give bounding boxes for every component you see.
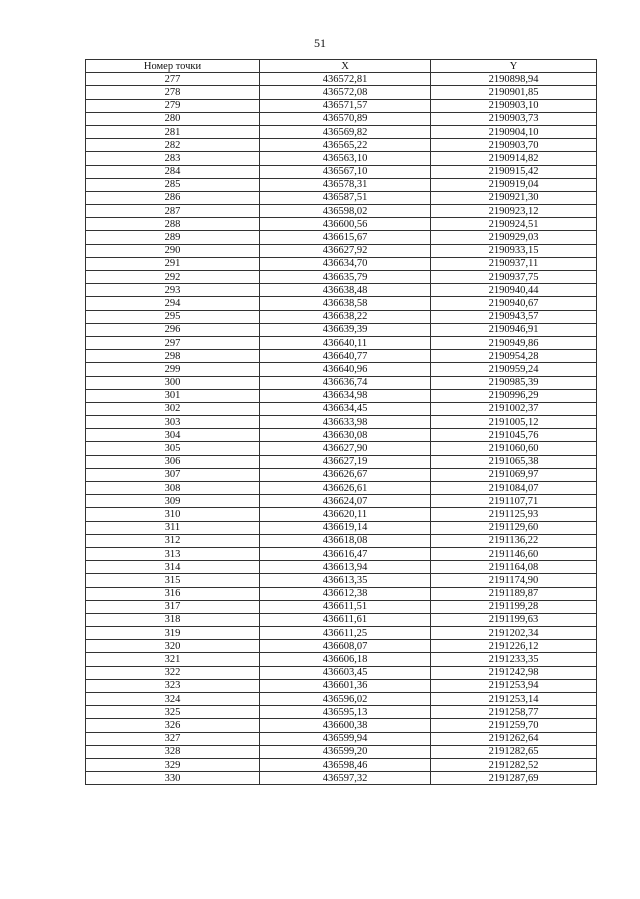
- cell-point-number: 313: [86, 547, 260, 560]
- cell-x: 436620,11: [260, 508, 431, 521]
- cell-y: 2190943,57: [431, 310, 597, 323]
- cell-x: 436618,08: [260, 534, 431, 547]
- table-row: [86, 350, 597, 363]
- cell-y: 2190937,11: [431, 257, 597, 270]
- table-row: [86, 455, 597, 468]
- cell-x: 436569,82: [260, 125, 431, 138]
- cell-point-number: 285: [86, 178, 260, 191]
- cell-y: 2190940,67: [431, 297, 597, 310]
- cell-x: 436572,81: [260, 73, 431, 86]
- cell-y: 2190985,39: [431, 376, 597, 389]
- cell-point-number: 291: [86, 257, 260, 270]
- cell-point-number: 300: [86, 376, 260, 389]
- cell-x: 436640,96: [260, 363, 431, 376]
- cell-x: 436634,45: [260, 402, 431, 415]
- cell-x: 436611,51: [260, 600, 431, 613]
- cell-point-number: 315: [86, 574, 260, 587]
- cell-point-number: 323: [86, 679, 260, 692]
- cell-x: 436638,22: [260, 310, 431, 323]
- cell-x: 436597,32: [260, 772, 431, 785]
- cell-x: 436640,11: [260, 336, 431, 349]
- table-row: [86, 429, 597, 442]
- cell-x: 436601,36: [260, 679, 431, 692]
- cell-x: 436630,08: [260, 429, 431, 442]
- cell-y: 2190933,15: [431, 244, 597, 257]
- table-row: [86, 495, 597, 508]
- cell-y: 2190924,51: [431, 218, 597, 231]
- table-row: [86, 73, 597, 86]
- cell-point-number: 317: [86, 600, 260, 613]
- cell-x: 436633,98: [260, 416, 431, 429]
- table-row: [86, 587, 597, 600]
- cell-point-number: 304: [86, 429, 260, 442]
- cell-y: 2191242,98: [431, 666, 597, 679]
- cell-point-number: 324: [86, 693, 260, 706]
- cell-y: 2190915,42: [431, 165, 597, 178]
- cell-y: 2191002,37: [431, 402, 597, 415]
- cell-point-number: 299: [86, 363, 260, 376]
- cell-x: 436578,31: [260, 178, 431, 191]
- table-row: [86, 613, 597, 626]
- cell-y: 2191045,76: [431, 429, 597, 442]
- cell-y: 2191125,93: [431, 508, 597, 521]
- cell-x: 436635,79: [260, 271, 431, 284]
- table-row: [86, 442, 597, 455]
- cell-y: 2190898,94: [431, 73, 597, 86]
- cell-x: 436626,67: [260, 468, 431, 481]
- table-row: [86, 284, 597, 297]
- cell-y: 2190940,44: [431, 284, 597, 297]
- cell-y: 2191282,65: [431, 745, 597, 758]
- cell-y: 2191258,77: [431, 706, 597, 719]
- cell-point-number: 305: [86, 442, 260, 455]
- cell-point-number: 328: [86, 745, 260, 758]
- cell-y: 2190903,70: [431, 139, 597, 152]
- cell-y: 2190903,10: [431, 99, 597, 112]
- table-row: [86, 297, 597, 310]
- table-row: [86, 336, 597, 349]
- cell-point-number: 295: [86, 310, 260, 323]
- cell-point-number: 302: [86, 402, 260, 415]
- table-row: [86, 86, 597, 99]
- cell-x: 436587,51: [260, 191, 431, 204]
- coordinates-table: [85, 59, 597, 785]
- table-row: [86, 666, 597, 679]
- table-row: [86, 376, 597, 389]
- cell-point-number: 308: [86, 482, 260, 495]
- cell-point-number: 283: [86, 152, 260, 165]
- table-row: [86, 218, 597, 231]
- table-row: [86, 416, 597, 429]
- cell-x: 436627,92: [260, 244, 431, 257]
- table-row: [86, 165, 597, 178]
- cell-y: 2191084,07: [431, 482, 597, 495]
- cell-x: 436634,98: [260, 389, 431, 402]
- cell-x: 436638,58: [260, 297, 431, 310]
- cell-y: 2191005,12: [431, 416, 597, 429]
- table-row: [86, 600, 597, 613]
- table-row: [86, 125, 597, 138]
- cell-point-number: 312: [86, 534, 260, 547]
- cell-point-number: 314: [86, 561, 260, 574]
- cell-y: 2191287,69: [431, 772, 597, 785]
- header-y: Y: [431, 60, 597, 73]
- cell-point-number: 326: [86, 719, 260, 732]
- cell-x: 436627,90: [260, 442, 431, 455]
- cell-y: 2190959,24: [431, 363, 597, 376]
- cell-point-number: 280: [86, 112, 260, 125]
- cell-point-number: 325: [86, 706, 260, 719]
- cell-point-number: 301: [86, 389, 260, 402]
- table-row: [86, 772, 597, 785]
- cell-point-number: 329: [86, 758, 260, 771]
- cell-point-number: 307: [86, 468, 260, 481]
- table-row: [86, 719, 597, 732]
- cell-y: 2191262,64: [431, 732, 597, 745]
- cell-y: 2191233,35: [431, 653, 597, 666]
- cell-y: 2190919,04: [431, 178, 597, 191]
- cell-x: 436611,25: [260, 627, 431, 640]
- cell-point-number: 288: [86, 218, 260, 231]
- table-row: [86, 521, 597, 534]
- cell-y: 2190937,75: [431, 271, 597, 284]
- cell-point-number: 277: [86, 73, 260, 86]
- cell-x: 436572,08: [260, 86, 431, 99]
- cell-point-number: 311: [86, 521, 260, 534]
- header-point-number: Номер точки: [86, 60, 260, 73]
- cell-point-number: 318: [86, 613, 260, 626]
- cell-y: 2191199,28: [431, 600, 597, 613]
- cell-point-number: 278: [86, 86, 260, 99]
- cell-y: 2190914,82: [431, 152, 597, 165]
- cell-y: 2191253,94: [431, 679, 597, 692]
- cell-x: 436612,38: [260, 587, 431, 600]
- table-row: [86, 139, 597, 152]
- cell-point-number: 292: [86, 271, 260, 284]
- table-row: [86, 508, 597, 521]
- cell-y: 2191174,90: [431, 574, 597, 587]
- cell-point-number: 298: [86, 350, 260, 363]
- table-row: [86, 152, 597, 165]
- page-number: 51: [314, 36, 326, 50]
- cell-point-number: 316: [86, 587, 260, 600]
- cell-y: 2190946,91: [431, 323, 597, 336]
- cell-y: 2191199,63: [431, 613, 597, 626]
- cell-point-number: 321: [86, 653, 260, 666]
- cell-point-number: 293: [86, 284, 260, 297]
- cell-point-number: 296: [86, 323, 260, 336]
- cell-point-number: 284: [86, 165, 260, 178]
- cell-y: 2191065,38: [431, 455, 597, 468]
- cell-x: 436615,67: [260, 231, 431, 244]
- cell-y: 2191282,52: [431, 758, 597, 771]
- cell-point-number: 309: [86, 495, 260, 508]
- cell-point-number: 289: [86, 231, 260, 244]
- table-body: [86, 73, 597, 785]
- cell-x: 436603,45: [260, 666, 431, 679]
- cell-point-number: 287: [86, 205, 260, 218]
- cell-point-number: 294: [86, 297, 260, 310]
- cell-y: 2191069,97: [431, 468, 597, 481]
- cell-x: 436626,61: [260, 482, 431, 495]
- cell-y: 2190996,29: [431, 389, 597, 402]
- table-row: [86, 758, 597, 771]
- cell-x: 436613,35: [260, 574, 431, 587]
- table-row: [86, 653, 597, 666]
- cell-x: 436608,07: [260, 640, 431, 653]
- cell-point-number: 286: [86, 191, 260, 204]
- table-row: [86, 363, 597, 376]
- table-row: [86, 627, 597, 640]
- table-row: [86, 112, 597, 125]
- cell-x: 436638,48: [260, 284, 431, 297]
- cell-y: 2191146,60: [431, 547, 597, 560]
- table-row: [86, 231, 597, 244]
- table-row: [86, 205, 597, 218]
- cell-x: 436639,39: [260, 323, 431, 336]
- cell-x: 436595,13: [260, 706, 431, 719]
- table-row: [86, 732, 597, 745]
- cell-y: 2190903,73: [431, 112, 597, 125]
- cell-y: 2191107,71: [431, 495, 597, 508]
- header-row: [86, 60, 597, 73]
- table-row: [86, 402, 597, 415]
- cell-y: 2191164,08: [431, 561, 597, 574]
- cell-x: 436563,10: [260, 152, 431, 165]
- cell-point-number: 303: [86, 416, 260, 429]
- table-row: [86, 679, 597, 692]
- cell-y: 2190901,85: [431, 86, 597, 99]
- table-row: [86, 178, 597, 191]
- cell-point-number: 322: [86, 666, 260, 679]
- cell-point-number: 310: [86, 508, 260, 521]
- cell-x: 436606,18: [260, 653, 431, 666]
- table-row: [86, 745, 597, 758]
- table-row: [86, 310, 597, 323]
- cell-y: 2190954,28: [431, 350, 597, 363]
- cell-x: 436598,46: [260, 758, 431, 771]
- cell-y: 2191136,22: [431, 534, 597, 547]
- cell-y: 2190929,03: [431, 231, 597, 244]
- cell-point-number: 327: [86, 732, 260, 745]
- cell-x: 436565,22: [260, 139, 431, 152]
- table-row: [86, 482, 597, 495]
- cell-y: 2191189,87: [431, 587, 597, 600]
- cell-point-number: 279: [86, 99, 260, 112]
- table-row: [86, 547, 597, 560]
- table-row: [86, 706, 597, 719]
- table-row: [86, 468, 597, 481]
- cell-x: 436599,20: [260, 745, 431, 758]
- cell-x: 436640,77: [260, 350, 431, 363]
- cell-x: 436600,56: [260, 218, 431, 231]
- cell-x: 436636,74: [260, 376, 431, 389]
- cell-point-number: 306: [86, 455, 260, 468]
- cell-x: 436616,47: [260, 547, 431, 560]
- cell-x: 436619,14: [260, 521, 431, 534]
- table-row: [86, 257, 597, 270]
- cell-x: 436634,70: [260, 257, 431, 270]
- cell-x: 436600,38: [260, 719, 431, 732]
- table-row: [86, 191, 597, 204]
- table-row: [86, 99, 597, 112]
- cell-x: 436571,57: [260, 99, 431, 112]
- cell-point-number: 297: [86, 336, 260, 349]
- table-row: [86, 534, 597, 547]
- cell-point-number: 282: [86, 139, 260, 152]
- cell-x: 436599,94: [260, 732, 431, 745]
- table-row: [86, 574, 597, 587]
- cell-point-number: 319: [86, 627, 260, 640]
- table-row: [86, 693, 597, 706]
- cell-y: 2191253,14: [431, 693, 597, 706]
- cell-point-number: 281: [86, 125, 260, 138]
- table-row: [86, 271, 597, 284]
- cell-point-number: 290: [86, 244, 260, 257]
- cell-x: 436596,02: [260, 693, 431, 706]
- cell-y: 2191226,12: [431, 640, 597, 653]
- table-row: [86, 389, 597, 402]
- table-header: [86, 60, 597, 73]
- cell-x: 436624,07: [260, 495, 431, 508]
- cell-y: 2191259,70: [431, 719, 597, 732]
- cell-point-number: 320: [86, 640, 260, 653]
- cell-x: 436598,02: [260, 205, 431, 218]
- table-row: [86, 640, 597, 653]
- cell-point-number: 330: [86, 772, 260, 785]
- cell-x: 436627,19: [260, 455, 431, 468]
- cell-x: 436570,89: [260, 112, 431, 125]
- cell-x: 436611,61: [260, 613, 431, 626]
- header-x: X: [260, 60, 431, 73]
- cell-y: 2191129,60: [431, 521, 597, 534]
- cell-y: 2191202,34: [431, 627, 597, 640]
- cell-y: 2190949,86: [431, 336, 597, 349]
- cell-y: 2190904,10: [431, 125, 597, 138]
- cell-x: 436613,94: [260, 561, 431, 574]
- cell-x: 436567,10: [260, 165, 431, 178]
- cell-y: 2190921,30: [431, 191, 597, 204]
- table-row: [86, 323, 597, 336]
- table-row: [86, 244, 597, 257]
- cell-y: 2191060,60: [431, 442, 597, 455]
- cell-y: 2190923,12: [431, 205, 597, 218]
- table-row: [86, 561, 597, 574]
